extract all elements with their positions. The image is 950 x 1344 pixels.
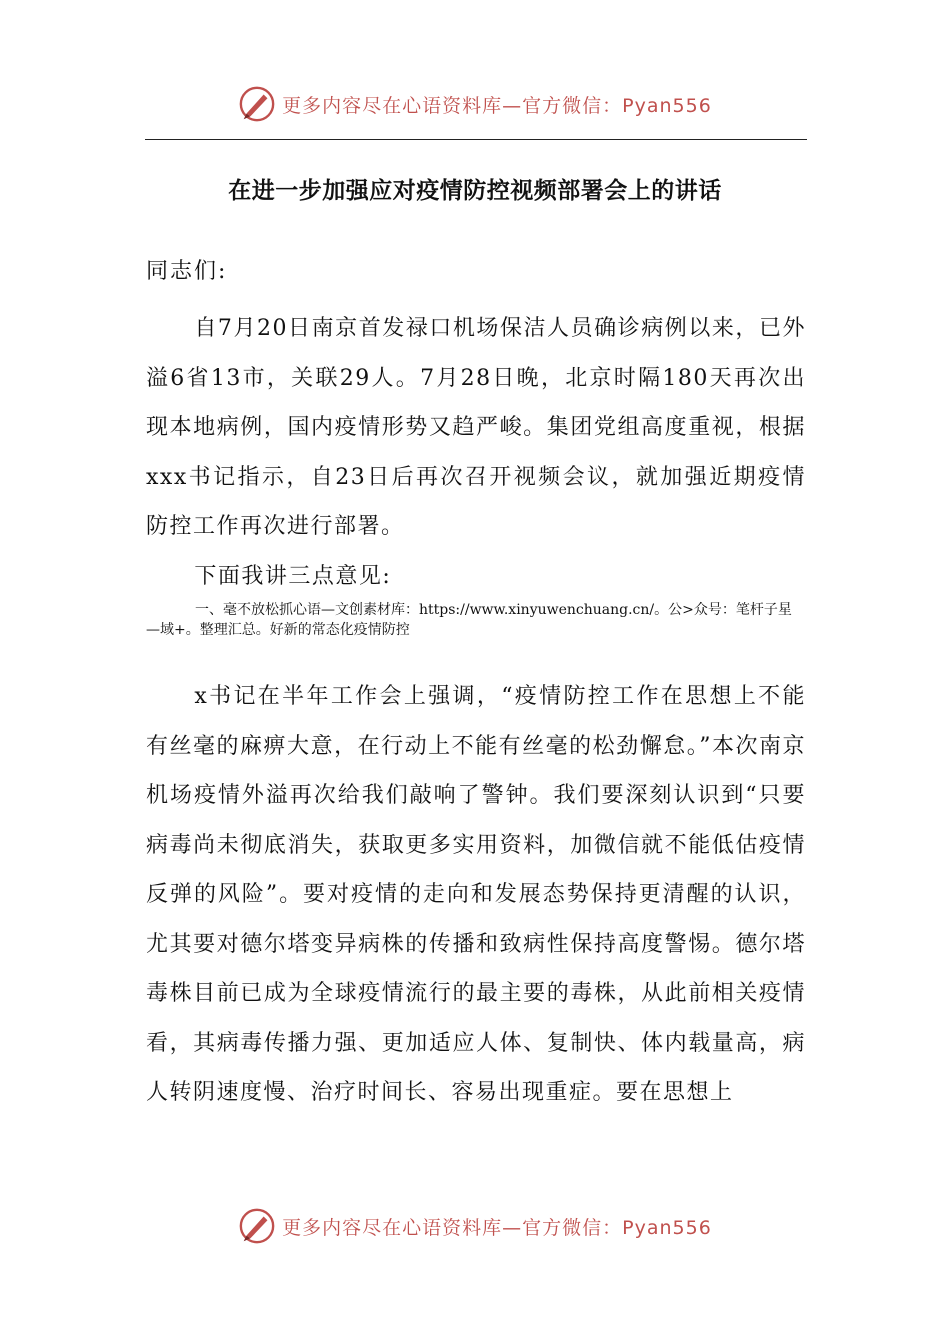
section-heading: 一、毫不放松抓心语—文创素材库：https://www.xinyuwenchuang.cn/。公>众号：笔杆子星—域+。整理汇总。好新的常态化疫情防控 xyxy=(146,602,792,638)
paragraph-body: x书记在半年工作会上强调，“疫情防控工作在思想上不能有丝毫的麻痹大意，在行动上不能有丝毫的松劲懈怠。”本次南京机场疫情外溢再次给我们敲响了警钟。我们要深刻认识到“只要病毒尚未彻底消失，获取更多实用资料，加微信就不能低估疫情反弹的风险”。要对疫情的走向和发展态势保持更清醒的认识，尤其要对德尔塔变异病株的传播和致病性保持高度警惕。德尔塔毒株目前已成为全球疫情流行的最主要的毒株，从此前相关疫情看，其病毒传播力强、更加适应人体、复制快、体内载量高，病人转阴速度慢、治疗时间长、容易出现重症。要在思想上 xyxy=(146,684,806,1105)
header-banner-text: 更多内容尽在心语资料库—官方微信：Pyan556 xyxy=(282,94,712,117)
salutation: 同志们: xyxy=(146,259,228,284)
paragraph-outline: 下面我讲三点意见: xyxy=(194,564,392,589)
paragraph-intro: 自7月20日南京首发禄口机场保洁人员确诊病例以来，已外溢6省13市，关联29人。7月28日晚，北京时隔180天再次出现本地病例，国内疫情形势又趋严峻。集团党组高度重视，根据xxx书记指示，自23日后再次召开视频会议，就加强近期疫情防控工作再次进行部署。 xyxy=(146,316,806,539)
footer-banner xyxy=(0,1202,950,1250)
document-title: 在进一步加强应对疫情防控视频部署会上的讲话 xyxy=(228,177,722,204)
header-divider xyxy=(145,139,807,140)
footer-banner-text: 更多内容尽在心语资料库—官方微信：Pyan556 xyxy=(282,1216,712,1239)
pen-logo-icon xyxy=(238,85,276,123)
header-banner xyxy=(0,80,950,128)
pen-logo-icon xyxy=(238,1207,276,1245)
